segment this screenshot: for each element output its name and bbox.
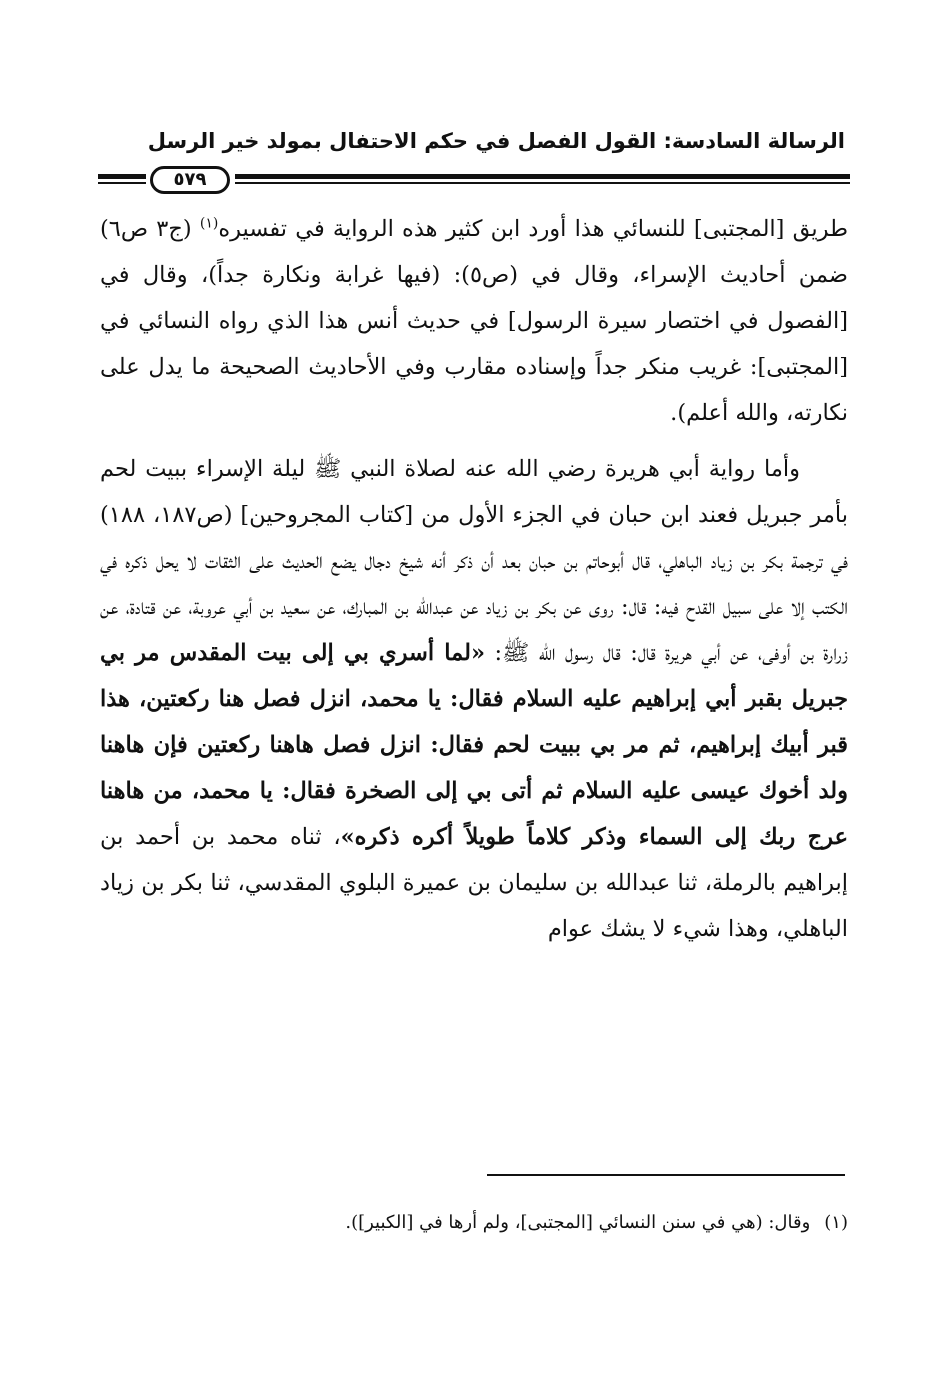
page-number: ٥٧٩ (150, 166, 230, 194)
header-rule (98, 170, 850, 194)
paragraph-2 (100, 446, 848, 952)
body-text (100, 206, 848, 952)
header-rule-left-thick (98, 174, 146, 179)
paragraph-1-text-a: طريق [المجتبى] للنسائي هذا أورد ابن كثير هذه الرواية في تفسيره (218, 216, 848, 242)
paragraph-2-text-a: وأما رواية أبي هريرة رضي الله عنه لصلاة النبي ﷺ ليلة الإسراء ببيت لحم بأمر جبريل فعند ابن حبان في الجزء الأول من [كتاب المجروحين] (ص١٨٧، ١٨٨) في ترجمة بكر بن زياد الباهلي، قال أبوحاتم بن حبان بعد أن ذكر أنه شيخ دجال يضع الحديث على الثقات لا يحل ذكره في الكتب إلا على سبيل القدح فيه: قال: روى عن بكر بن زياد عن عبدالله بن المبارك، عن سعيد بن أبي عروبة، عن قتادة، عن زرارة بن أوفى، عن أبي هريرة قال: قال رسول الله ﷺ: (100, 456, 848, 666)
paragraph-1 (100, 206, 848, 436)
paragraph-2-text-b: ، ثناه محمد بن أحمد بن إبراهيم بالرملة، ثنا عبدالله بن سليمان بن عميرة البلوي المقدسي، ثنا بكر بن زياد الباهلي، وهذا شيء لا يشك عوام (100, 824, 848, 942)
footnote-text: وقال: (هي في سنن النسائي [المجتبى]، ولم أرها في [الكبير]). (345, 1212, 811, 1233)
footnote-reference[interactable]: (١) (199, 215, 219, 232)
footnote (100, 1208, 848, 1238)
header-rule-left-thin (98, 182, 146, 184)
running-header: الرسالة السادسة: القول الفصل في حكم الاحتفال بمولد خير الرسل (147, 129, 845, 153)
header-rule-right-thin (235, 182, 850, 184)
footnote-separator (487, 1174, 845, 1176)
hadith-quote: «لما أسري بي إلى بيت المقدس مر بي جبريل بقبر أبي إبراهيم عليه السلام فقال: يا محمد، انزل فصل هنا ركعتين، هذا قبر أبيك إبراهيم، ثم مر بي ببيت لحم فقال: انزل فصل هاهنا ركعتين فإن هاهنا ولد أخوك عيسى عليه السلام ثم أتى بي إلى الصخرة فقال: يا محمد، من هاهنا عرج ربك إلى السماء وذكر كلاماً طويلاً أكره ذكره» (100, 640, 848, 850)
header-rule-right-thick (235, 174, 850, 179)
paragraph-1-text-b: (ج٣ ص٦) ضمن أحاديث الإسراء، وقال في (ص٥): (فيها غرابة ونكارة جداً)، وقال في [الفصول في اختصار سيرة الرسول] في حديث أنس هذا الذي رواه النسائي في [المجتبى]: غريب منكر جداً وإسناده مقارب وفي الأحاديث الصحيحة ما يدل على نكارته، والله أعلم). (100, 216, 848, 426)
footnote-number: (١) (824, 1212, 848, 1233)
